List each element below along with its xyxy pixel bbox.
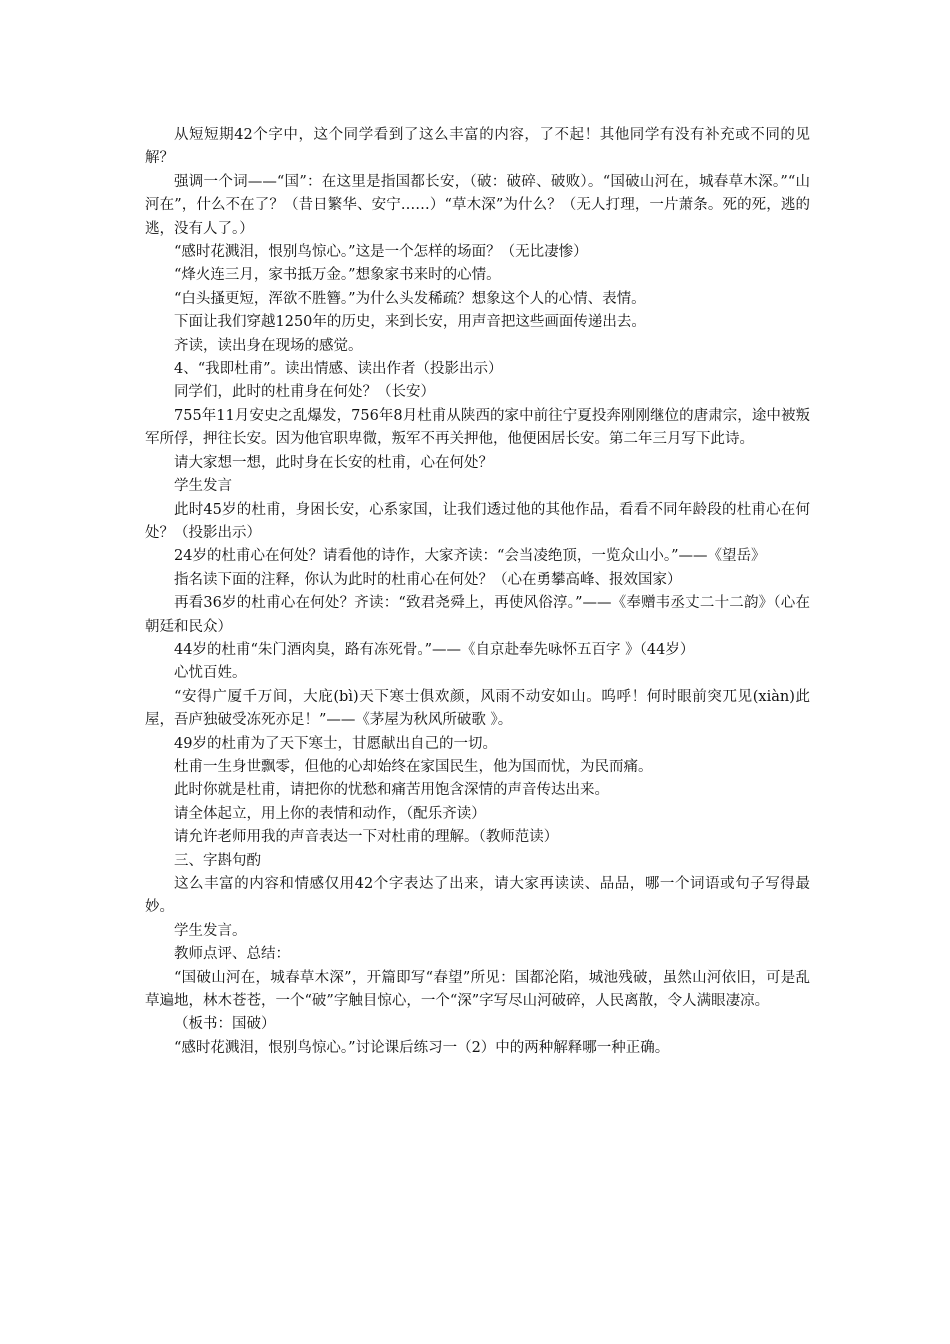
paragraph: 同学们，此时的杜甫身在何处？（长安） [174,384,435,401]
paragraph: 请全体起立，用上你的表情和动作，（配乐齐读） [174,805,486,822]
paragraph: 齐读，读出身在现场的感觉。 [174,337,363,354]
paragraph: 755年11月安史之乱爆发，756年8月杜甫从陕西的家中前往宁夏投奔刚刚继位的唐肃宗，途中被叛军所俘，押往长安。因为他官职卑微，叛军不再关押他，他便困居长安。第二年三月写下此诗。 [145,407,810,448]
paragraph: 教师点评、总结： [174,946,290,963]
paragraph: “感时花溅泪，恨别鸟惊心。”这是一个怎样的场面？（无比凄惨） [174,244,588,261]
paragraph: 心忧百姓。 [174,665,247,682]
paragraph: 从短短期42个字中，这个同学看到了这么丰富的内容，了不起！其他同学有没有补充或不同的见解？ [145,127,810,167]
paragraph: 学生发言 [174,478,232,495]
paragraph: 学生发言。 [174,922,247,939]
paragraph: 下面让我们穿越1250年的历史，来到长安，用声音把这些画面传递出去。 [174,314,646,331]
paragraph: 强调一个词——“国”：在这里是指国都长安，（破：破碎、破败）。“国破山河在，城春草木深。”“山河在”，什么不在了？（昔日繁华、安宁……）“草木深”为什么？（无人打理，一片萧条。死的死，逃的逃，没有人了。） [145,173,810,237]
paragraph: 再看36岁的杜甫心在何处？齐读：“致君尧舜上，再使风俗淳。”——《奉赠韦丞丈二十二韵》（心在朝廷和民众） [145,595,810,635]
paragraph: （板书：国破） [174,1016,276,1033]
paragraph: 请大家想一想，此时身在长安的杜甫，心在何处？ [174,454,493,471]
paragraph: 49岁的杜甫为了天下寒士，甘愿献出自己的一切。 [174,735,497,752]
paragraph: “烽火连三月，家书抵万金。”想象家书来时的心情。 [174,267,501,284]
paragraph: “安得广厦千万间，大庇(bì)天下寒士俱欢颜，风雨不动安如山。呜呼！何时眼前突兀见(xiàn)此屋，吾庐独破受冻死亦足！”——《茅屋为秋风所破歌 》。 [145,688,810,729]
document-page [145,124,810,1060]
section-heading: 三、字斟句酌 [174,852,261,869]
paragraph: 24岁的杜甫心在何处？请看他的诗作，大家齐读：“会当凌绝顶，一览众山小。”——《望岳》 [174,548,766,565]
paragraph: 杜甫一生身世飘零，但他的心却始终在家国民生，他为国而忧，为民而痛。 [174,758,653,775]
paragraph: 这么丰富的内容和情感仅用42个字表达了出来，请大家再读读、品品，哪一个词语或句子写得最妙。 [145,876,810,916]
paragraph: “国破山河在，城春草木深”，开篇即写“春望”所见：国都沦陷，城池残破，虽然山河依旧，可是乱草遍地，林木苍苍，一个“破”字触目惊心，一个“深”字写尽山河破碎，人民离散，令人满眼凄凉。 [145,969,810,1010]
paragraph: “感时花溅泪，恨别鸟惊心。”讨论课后练习一（2）中的两种解释哪一种正确。 [174,1039,670,1056]
paragraph: 此时45岁的杜甫，身困长安，心系家国，让我们透过他的其他作品，看看不同年龄段的杜甫心在何处？（投影出示） [145,501,810,541]
paragraph: 44岁的杜甫“朱门酒肉臭，路有冻死骨。”——《自京赴奉先咏怀五百字 》（44岁） [174,641,695,658]
paragraph: 此时你就是杜甫，请把你的忧愁和痛苦用饱含深情的声音传达出来。 [174,782,609,799]
paragraph: “白头搔更短，浑欲不胜簪。”为什么头发稀疏？想象这个人的心情、表情。 [174,290,646,307]
paragraph: 4、“我即杜甫”。读出情感、读出作者（投影出示） [174,361,503,378]
paragraph: 指名读下面的注释，你认为此时的杜甫心在何处？（心在勇攀高峰、报效国家） [174,571,682,588]
paragraph: 请允许老师用我的声音表达一下对杜甫的理解。（教师范读） [174,829,559,846]
